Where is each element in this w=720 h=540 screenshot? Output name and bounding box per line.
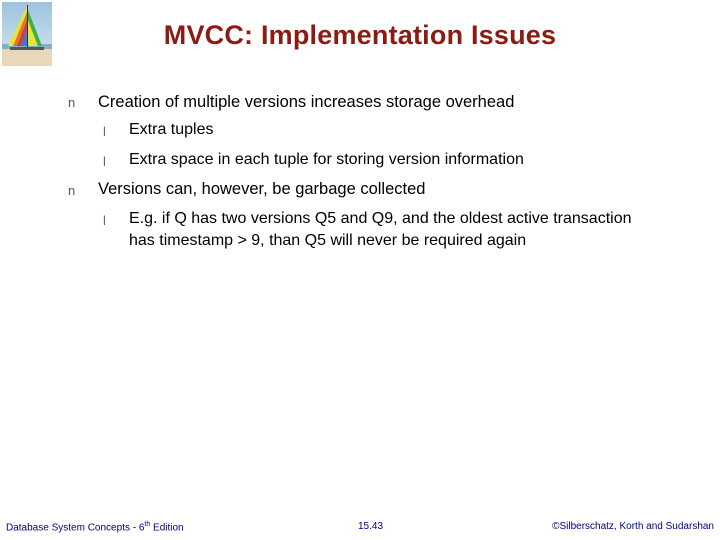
footer-edition-suffix: Edition	[150, 522, 184, 534]
bullet-text: Creation of multiple versions increases storage overhead	[98, 93, 515, 111]
sub-bullet-marker: l	[103, 124, 106, 139]
bullet-marker: n	[68, 183, 76, 198]
slide-title: MVCC: Implementation Issues	[163, 20, 557, 50]
sub-bullet-text: Extra tuples	[129, 121, 214, 138]
sub-bullet-text: E.g. if Q has two versions Q5 and Q9, and the oldest active transaction has timestamp > 9, than Q5 will never be required again	[129, 210, 632, 249]
footer-page-number: 15.43	[358, 521, 384, 532]
sub-bullet-marker: l	[103, 154, 106, 169]
footer-copyright: ©Silberschatz, Korth and Sudarshan	[552, 521, 714, 532]
footer-edition-sup: th	[144, 521, 151, 528]
sub-bullet-marker: l	[103, 213, 106, 228]
bullet-marker: n	[68, 95, 76, 110]
bullet-text: Versions can, however, be garbage collected	[98, 180, 426, 198]
footer-left	[6, 521, 184, 533]
sub-bullet-text: Extra space in each tuple for storing version information	[129, 151, 524, 168]
footer-edition-prefix: Database System Concepts - 6	[6, 522, 145, 534]
